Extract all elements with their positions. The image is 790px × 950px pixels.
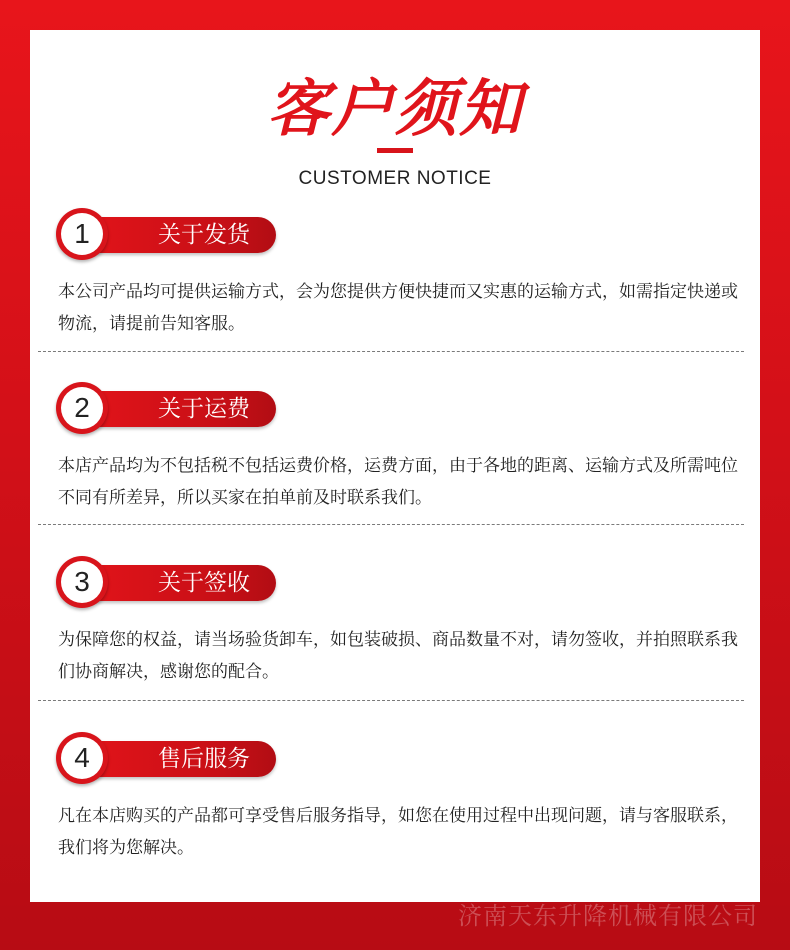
section-heading [56, 208, 280, 260]
section-label: 关于签收 [158, 570, 250, 596]
section-label-pill [80, 741, 276, 777]
section-label: 售后服务 [158, 746, 250, 772]
section-number: 4 [61, 737, 103, 779]
section-number: 3 [61, 561, 103, 603]
title-underline [377, 148, 413, 153]
section-number-badge [56, 732, 108, 784]
section-number-badge [56, 208, 108, 260]
section-heading [56, 732, 280, 784]
section-text: 本公司产品均可提供运输方式，会为您提供方便快捷而又实惠的运输方式，如需指定快递或物流，请提前告知客服。 [58, 282, 738, 334]
section-heading [56, 556, 280, 608]
section-divider [38, 351, 744, 352]
company-watermark: 济南天东升降机械有限公司 [458, 902, 758, 930]
section-number: 1 [61, 213, 103, 255]
section-heading [56, 382, 280, 434]
section-label-pill [80, 217, 276, 253]
section-divider [38, 700, 744, 701]
page-title: 客户须知 [266, 72, 523, 145]
section-divider [38, 524, 744, 525]
notice-card [30, 30, 760, 902]
section-number-badge [56, 556, 108, 608]
section-label: 关于发货 [158, 222, 250, 248]
section-number-badge [56, 382, 108, 434]
section-text: 本店产品均为不包括税不包括运费价格，运费方面，由于各地的距离、运输方式及所需吨位不同有所差异，所以买家在拍单前及时联系我们。 [58, 456, 738, 508]
section-text: 为保障您的权益，请当场验货卸车，如包装破损、商品数量不对，请勿签收，并拍照联系我们协商解决，感谢您的配合。 [58, 630, 738, 682]
section-label: 关于运费 [158, 396, 250, 422]
section-label-pill [80, 391, 276, 427]
section-text: 凡在本店购买的产品都可享受售后服务指导，如您在使用过程中出现问题，请与客服联系，我们将为您解决。 [58, 806, 738, 858]
section-label-pill [80, 565, 276, 601]
page-subtitle: CUSTOMER NOTICE [298, 168, 492, 189]
section-number: 2 [61, 387, 103, 429]
